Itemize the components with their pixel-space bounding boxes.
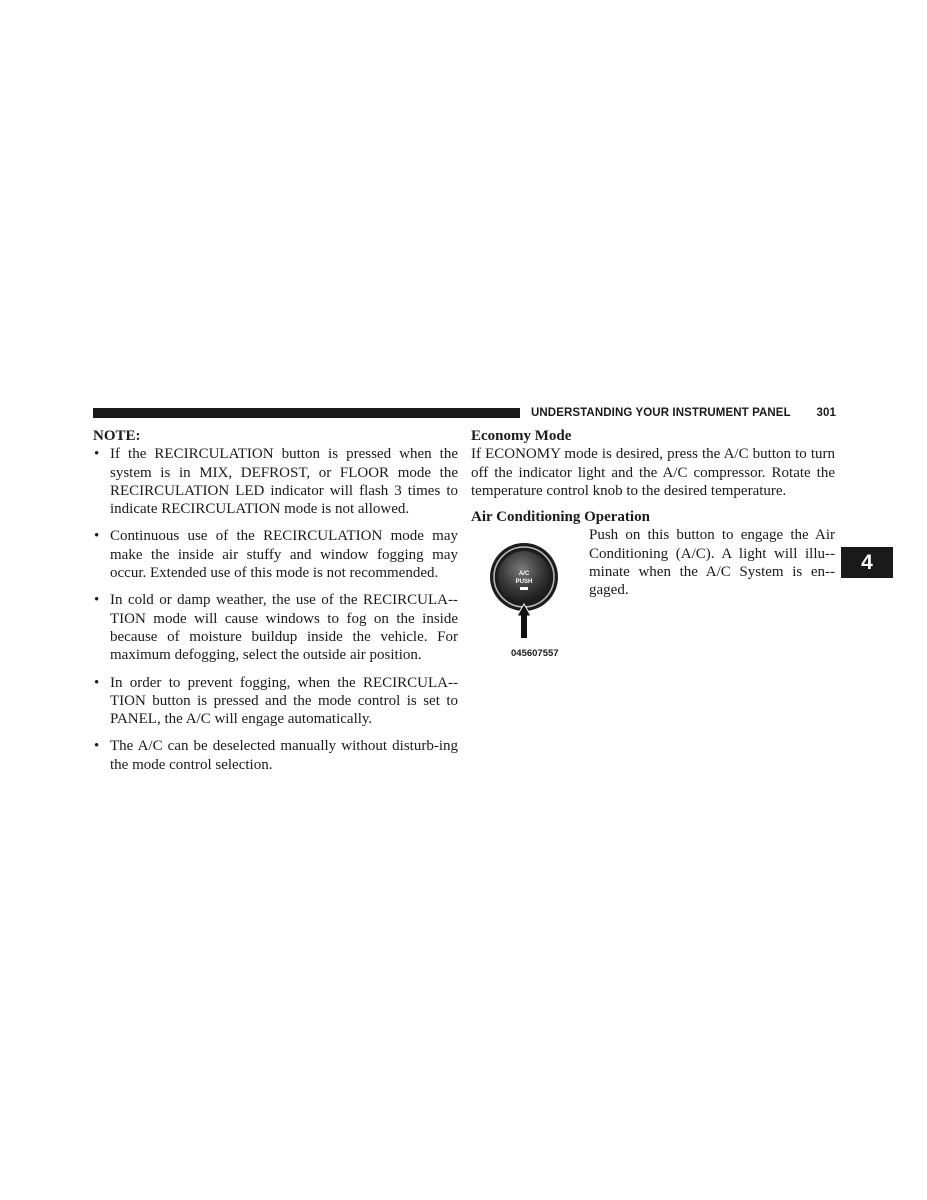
ac-knob-illustration	[489, 542, 559, 642]
list-item	[93, 527, 458, 582]
right-column	[471, 427, 835, 660]
ac-button-figure	[489, 542, 589, 660]
header-rule	[93, 408, 520, 418]
knob-label-bottom: PUSH	[515, 579, 533, 586]
knob-label-top: A/C	[518, 571, 530, 578]
running-header-title: UNDERSTANDING YOUR INSTRUMENT PANEL	[531, 407, 791, 419]
chapter-tab	[841, 547, 893, 578]
economy-mode-text: If ECONOMY mode is desired, press the A/C button to turn off the indicator light and the A/C compressor. Rotate the temperature control knob to the desired temperature.	[471, 446, 835, 499]
running-header	[531, 405, 836, 421]
bullet-icon: •	[94, 738, 100, 755]
list-item	[93, 445, 458, 518]
ac-operation-heading: Air Conditioning Operation	[471, 509, 650, 526]
bullet-icon: •	[94, 674, 100, 691]
knob-face	[498, 551, 550, 603]
list-item	[93, 674, 458, 729]
list-item	[93, 591, 458, 664]
ac-operation-text: Push on this button to engage the Air Conditioning (A/C). A light will illu-minate when the A/C System is en-gaged.	[589, 527, 835, 599]
page-number: 301	[816, 407, 836, 419]
list-item-text: Continuous use of the RECIRCULATION mode may make the inside air stuffy and window fogging may occur. Extended use of this mode is not recommended.	[110, 528, 458, 582]
figure-code: 045607557	[511, 648, 559, 660]
chapter-number: 4	[861, 550, 873, 574]
list-item-text: In order to prevent fogging, when the RECIRCULA-TION button is pressed and the mode control is set to PANEL, the A/C will engage automatically.	[110, 674, 458, 728]
bullet-icon: •	[94, 528, 100, 545]
note-heading: NOTE:	[93, 428, 141, 444]
bullet-icon: •	[94, 592, 100, 609]
note-bullet-list	[93, 445, 458, 774]
list-item-text: If the RECIRCULATION button is pressed when the system is in MIX, DEFROST, or FLOOR mode the RECIRCULATION LED indicator will flash 3 times to indicate RECIRCULATION mode is not allowed.	[110, 446, 458, 518]
indicator-light	[520, 587, 528, 590]
left-column	[93, 427, 458, 783]
ac-operation-block	[471, 526, 835, 660]
list-item-text: In cold or damp weather, the use of the RECIRCULA-TION mode will cause windows to fog on the inside because of moisture buildup inside the vehicle. For maximum defogging, select the outside air position.	[110, 592, 458, 664]
economy-mode-heading: Economy Mode	[471, 428, 572, 444]
bullet-icon: •	[94, 446, 100, 463]
list-item-text: The A/C can be deselected manually without disturb-ing the mode control selection.	[110, 738, 458, 773]
list-item	[93, 737, 458, 774]
